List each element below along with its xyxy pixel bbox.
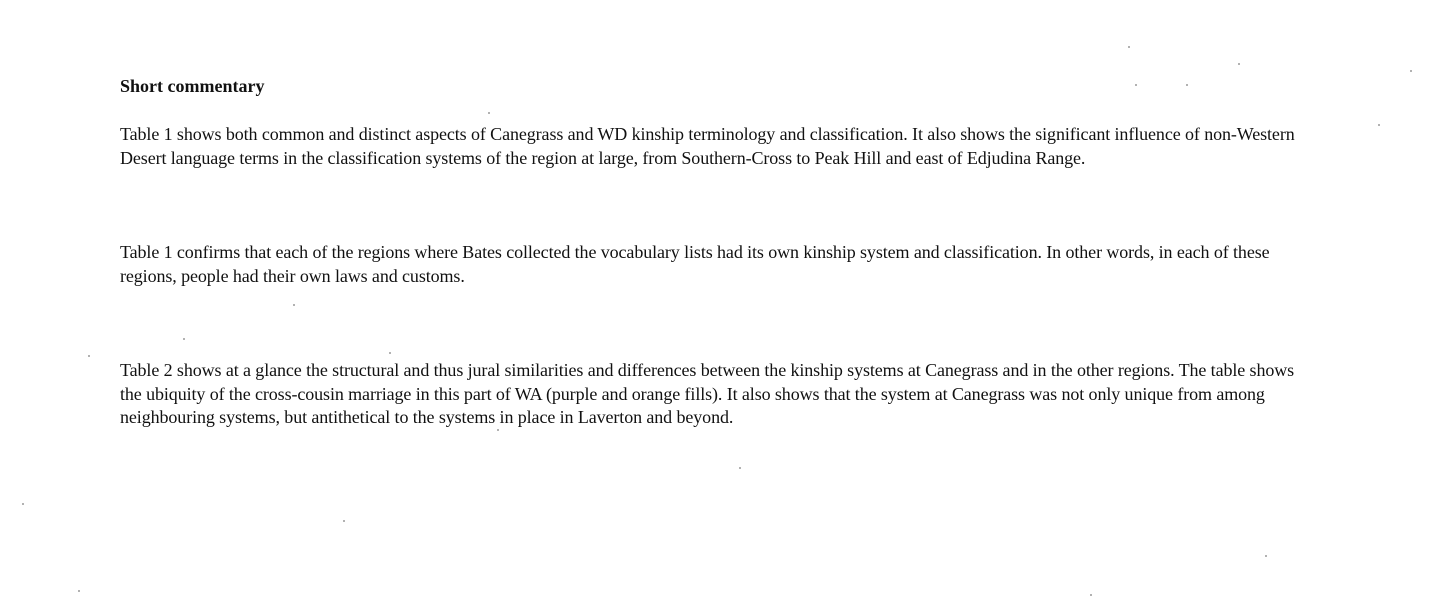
scan-speck — [1186, 84, 1188, 86]
scan-speck — [1238, 63, 1240, 65]
scan-speck — [1265, 555, 1267, 557]
scan-speck — [22, 503, 24, 505]
paragraph-1: Table 1 shows both common and distinct aspects of Canegrass and WD kinship terminology and classification. It also shows the significant influence of non-Western Desert language terms in the classification systems of the region at large, from Southern-Cross to Peak Hill and east of Edjudina Range. — [120, 124, 1295, 168]
scan-speck — [1410, 70, 1412, 72]
scan-speck — [78, 590, 80, 592]
scan-speck — [1090, 594, 1092, 596]
scan-speck — [1378, 124, 1380, 126]
section-heading: Short commentary — [120, 76, 265, 96]
paragraph-3: Table 2 shows at a glance the structural and thus jural similarities and differences between the kinship systems at Canegrass and in the other regions. The table shows the ubiquity of the cross-cousin marriage in this part of WA (purple and orange fills). It also shows that the system at Canegrass was not only unique from among neighbouring systems, but antithetical to the systems in place in Laverton and beyond. — [120, 360, 1295, 427]
scan-speck — [293, 304, 295, 306]
scan-speck — [497, 429, 499, 431]
scan-speck — [343, 520, 345, 522]
scan-speck — [1128, 46, 1130, 48]
scan-speck — [1135, 84, 1137, 86]
scan-speck — [183, 338, 185, 340]
paragraph-2: Table 1 confirms that each of the regions where Bates collected the vocabulary lists had its own kinship system and classification. In other words, in each of these regions, people had their own laws and customs. — [120, 242, 1270, 286]
scan-speck — [739, 467, 741, 469]
scan-speck — [389, 352, 391, 354]
scan-speck — [488, 112, 490, 114]
scan-speck — [88, 355, 90, 357]
